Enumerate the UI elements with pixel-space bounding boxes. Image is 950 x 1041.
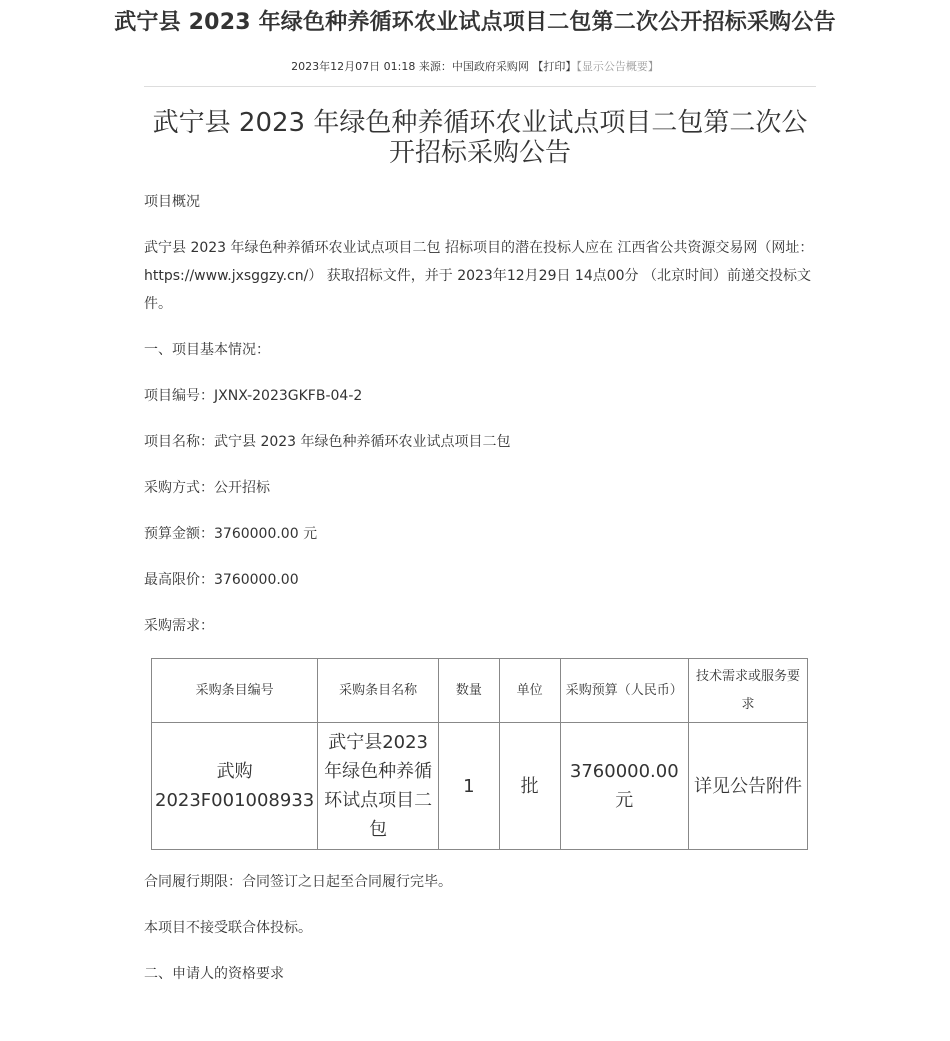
- header-quantity: 数量: [438, 659, 499, 723]
- procurement-method: 采购方式：公开招标: [144, 480, 270, 496]
- section1-heading: 一、项目基本情况：: [144, 342, 270, 358]
- cell-unit: 批: [499, 723, 560, 850]
- source-label: 来源：: [418, 60, 452, 73]
- requirements-table: [151, 658, 808, 850]
- max-price: 最高限价：3760000.00: [144, 572, 299, 588]
- cell-item-name: 武宁县2023年绿色种养循环试点项目二包: [318, 723, 439, 850]
- meta-line: [0, 58, 950, 74]
- header-budget: 采购预算（人民币）: [560, 659, 689, 723]
- source-name: 中国政府采购网: [451, 60, 529, 73]
- demand-heading: 采购需求：: [144, 618, 214, 634]
- header-requirements: 技术需求或服务要求: [689, 659, 808, 723]
- overview-text: 武宁县 2023 年绿色种养循环农业试点项目二包 招标项目的潜在投标人应在 江西省公共资源交易网（网址：https://www.jxsggzy.cn/） 获取招标文件，并于 2023年12月29日 14点00分 （北京时间）前递交投标文件。: [144, 240, 814, 312]
- page-title: 武宁县 2023 年绿色种养循环农业试点项目二包第二次公开招标采购公告: [114, 10, 836, 35]
- section2-heading: 二、申请人的资格要求: [144, 966, 284, 982]
- cell-item-no: 武购2023F001008933: [152, 723, 318, 850]
- title-divider: [144, 86, 816, 87]
- article-title: 武宁县 2023 年绿色种养循环农业试点项目二包第二次公开招标采购公告: [152, 108, 808, 168]
- publish-datetime: 2023年12月07日 01:18: [291, 60, 416, 73]
- article-body: [144, 108, 816, 1006]
- overview-heading: 项目概况: [144, 194, 200, 210]
- header-item-name: 采购条目名称: [318, 659, 439, 723]
- header-item-no: 采购条目编号: [152, 659, 318, 723]
- show-summary-link[interactable]: 【显示公告概要】: [576, 60, 659, 73]
- consortium-note: 本项目不接受联合体投标。: [144, 920, 312, 936]
- project-number: 项目编号：JXNX-2023GKFB-04-2: [144, 388, 363, 404]
- contract-period: 合同履行期限：合同签订之日起至合同履行完毕。: [144, 874, 452, 890]
- table-header-row: [152, 659, 808, 723]
- cell-quantity: 1: [438, 723, 499, 850]
- budget-amount: 预算金额：3760000.00 元: [144, 526, 318, 542]
- print-link[interactable]: 【打印】: [532, 60, 577, 73]
- cell-budget: 3760000.00元: [560, 723, 689, 850]
- table-row: [152, 723, 808, 850]
- project-name: 项目名称：武宁县 2023 年绿色种养循环农业试点项目二包: [144, 434, 511, 450]
- header-unit: 单位: [499, 659, 560, 723]
- cell-requirements: 详见公告附件: [689, 723, 808, 850]
